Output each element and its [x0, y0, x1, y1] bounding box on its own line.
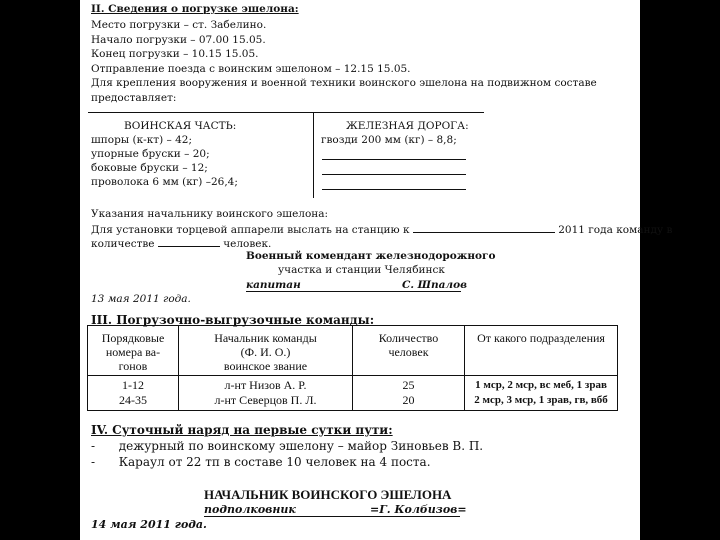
- duty-officer-text: дежурный по воинскому эшелону – майор Зиновьев В. П.: [118, 439, 484, 453]
- duty-officer-item: [91, 439, 483, 453]
- header-people-count: [353, 331, 464, 359]
- table-row-2-wagons: 24-35: [119, 393, 147, 407]
- instructions-text-b: 2011 года команду в: [558, 224, 673, 236]
- provision-table-top-rule: [88, 112, 484, 113]
- teams-table-right: [617, 325, 618, 410]
- train-departure: Отправление поезда с воинским эшелоном – 12.15 15.05.: [91, 63, 411, 75]
- header-count-line-2: человек: [388, 345, 429, 359]
- instructions-line: [91, 222, 672, 237]
- commandant-title-2: участка и станции Челябинск: [278, 264, 445, 276]
- date-blank: [413, 222, 555, 233]
- railway-blank-line-2: [322, 174, 466, 175]
- railway-blank-line-3: [322, 189, 466, 190]
- section4-title: IV. Суточный наряд на первые сутки пути:: [91, 423, 393, 437]
- header-wagon-line-2: номера ва-: [105, 345, 161, 359]
- section3-title: III. Погрузочно-выгрузочные команды:: [91, 313, 375, 327]
- table-row-1-unit: 1 мср, 2 мср, вс меб, 1 зрав: [475, 379, 607, 391]
- table-row-1-wagons: 1-12: [122, 378, 144, 392]
- header-wagon-line-3: гонов: [118, 359, 148, 373]
- guard-text: Караул от 22 тп в составе 10 человек на 4 поста.: [118, 455, 431, 469]
- loading-start: Начало погрузки – 07.00 15.05.: [91, 34, 266, 46]
- section2-title: II. Сведения о погрузке эшелона:: [91, 3, 299, 15]
- railway-item-nails: гвозди 200 мм (кг) – 8,8;: [321, 134, 457, 146]
- header-wagon-numbers: [88, 331, 178, 373]
- header-wagon-line-1: Порядковые: [101, 331, 165, 345]
- table-row-2-count: 20: [402, 393, 415, 407]
- military-item-wire: проволока 6 мм (кг) –26,4;: [91, 176, 238, 188]
- military-unit-header: ВОИНСКАЯ ЧАСТЬ:: [124, 120, 237, 132]
- railway-blank-line-1: [322, 159, 466, 160]
- bullet-dash-2: -: [91, 455, 96, 469]
- echelon-chief-signature-line: [204, 516, 460, 517]
- header-unit-line-1: От какого подразделения: [477, 331, 605, 345]
- header-count-line-1: Количество: [378, 331, 439, 345]
- commandant-name: С. Шпалов: [402, 279, 468, 291]
- railway-header: ЖЕЛЕЗНАЯ ДОРОГА:: [346, 120, 469, 132]
- header-commander-line-1: Начальник команды: [214, 331, 317, 345]
- instructions-heading: Указания начальнику воинского эшелона:: [91, 208, 329, 220]
- provision-table-divider: [313, 112, 314, 198]
- loading-place: Место погрузки – ст. Забелино.: [91, 19, 267, 31]
- instructions-count-line: [91, 236, 271, 251]
- header-unit: [465, 331, 617, 345]
- document-page: [80, 0, 673, 540]
- table-row-1-count: 25: [402, 378, 415, 392]
- header-team-commander: [179, 331, 352, 373]
- commandant-title: Военный комендант железнодорожного: [246, 250, 496, 262]
- bullet-dash: -: [91, 439, 96, 453]
- guard-item: [91, 455, 431, 469]
- instructions-text-a: Для установки торцевой аппарели выслать на станцию к: [91, 224, 410, 236]
- fastening-note-cont: предоставляет:: [91, 92, 177, 104]
- table-row-1-commander: л-нт Низов А. Р.: [224, 378, 307, 392]
- military-item-stop-bars: упорные бруски – 20;: [91, 148, 210, 160]
- instructions-date: 13 мая 2011 года.: [91, 293, 191, 305]
- fastening-note: Для крепления вооружения и военной техники воинского эшелона на подвижном составе: [91, 77, 597, 89]
- header-commander-line-2: (Ф. И. О.): [240, 345, 291, 359]
- teams-table-bottom: [87, 410, 618, 411]
- military-item-side-bars: боковые бруски – 12;: [91, 162, 208, 174]
- loading-end: Конец погрузки – 10.15 15.05.: [91, 48, 259, 60]
- table-row-2-unit: 2 мср, 3 мср, 1 зрав, гв, вбб: [474, 394, 608, 406]
- echelon-chief-rank: подполковник: [204, 503, 296, 516]
- commandant-rank: капитан: [246, 279, 301, 291]
- echelon-chief-title: НАЧАЛЬНИК ВОИНСКОГО ЭШЕЛОНА: [204, 487, 452, 502]
- table-row-2-commander: л-нт Северцов П. Л.: [214, 393, 317, 407]
- count-blank: [158, 236, 220, 247]
- echelon-date: 14 мая 2011 года.: [91, 518, 207, 531]
- military-item-spurs: шпоры (к-кт) – 42;: [91, 134, 192, 146]
- instructions-count-unit: человек.: [223, 238, 272, 250]
- echelon-chief-name: =Г. Колбизов=: [370, 503, 467, 516]
- instructions-count-label: количестве: [91, 238, 155, 250]
- header-commander-line-3: воинское звание: [223, 359, 308, 373]
